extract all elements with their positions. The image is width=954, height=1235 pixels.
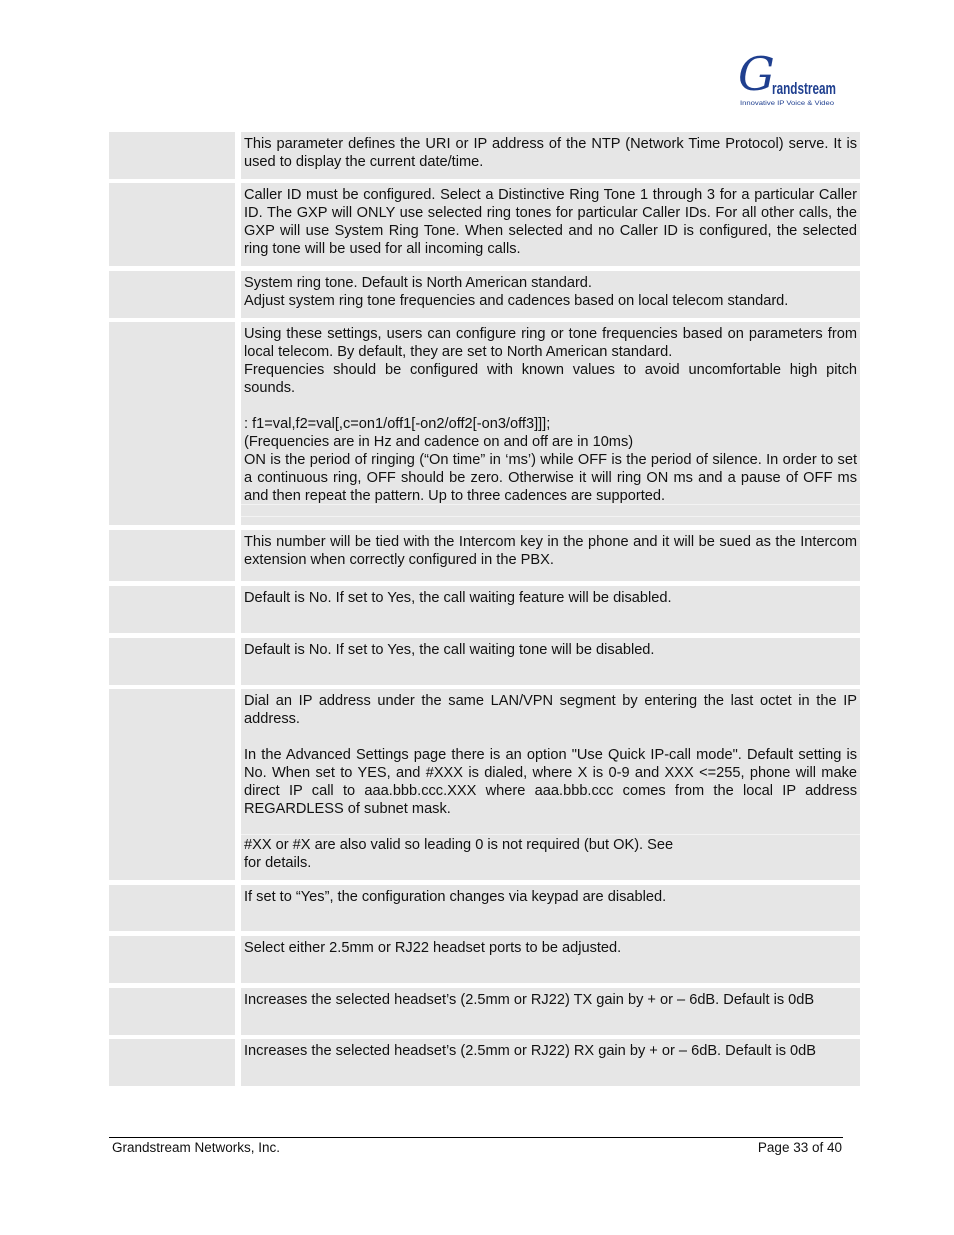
parameter-description-cell	[241, 1039, 860, 1086]
parameter-name-cell	[109, 936, 235, 983]
table-row	[109, 530, 860, 581]
logo-graphic	[736, 47, 840, 110]
parameter-description-cell	[241, 885, 860, 931]
cell-divider	[241, 504, 860, 505]
parameter-description-cell	[241, 936, 860, 983]
description-paragraph: If set to “Yes”, the configuration changes via keypad are disabled.	[244, 889, 667, 905]
description-paragraph: In the Advanced Settings page there is an option "Use Quick IP-call mode". Default setting is No. When set to YES, and #XXX is dialed, where X is 0-9 and XXX <=255, phone will make direct IP call to aaa.bbb.ccc.XXX where aaa.bbb.ccc comes from the local IP address REGARDLESS of subnet mask.	[244, 747, 857, 817]
table-row	[109, 689, 860, 880]
table-row	[109, 183, 860, 266]
parameter-name-cell	[109, 1039, 235, 1086]
footer-divider	[109, 1137, 843, 1138]
table-row	[109, 885, 860, 931]
description-paragraph: #XX or #X are also valid so leading 0 is not required (but OK). See for details.	[244, 837, 674, 871]
parameter-name-cell	[109, 885, 235, 931]
parameter-description-cell	[241, 132, 860, 179]
parameter-description-cell	[241, 638, 860, 685]
parameter-name-cell	[109, 638, 235, 685]
description-paragraph: This parameter defines the URI or IP address of the NTP (Network Time Protocol) serve. It is used to display the current date/time.	[244, 136, 857, 170]
footer-company: Grandstream Networks, Inc.	[112, 1140, 281, 1155]
parameter-description-cell	[241, 530, 860, 581]
description-paragraph: Select either 2.5mm or RJ22 headset ports to be adjusted.	[244, 940, 622, 956]
cell-divider	[241, 516, 860, 517]
parameter-name-cell	[109, 586, 235, 633]
description-paragraph: This number will be tied with the Intercom key in the phone and it will be sued as the Intercom extension when correctly configured in the PBX.	[244, 534, 857, 568]
grandstream-logo	[736, 47, 840, 110]
parameter-name-cell	[109, 530, 235, 581]
parameter-description-cell	[241, 586, 860, 633]
description-paragraph: Default is No. If set to Yes, the call waiting tone will be disabled.	[244, 642, 655, 658]
description-paragraph: Using these settings, users can configure ring or tone frequencies based on parameters from local telecom. By default, they are set to North American standard. Frequencies should be configured with known values to avoid uncomfortable high pitch sounds.	[244, 326, 857, 396]
logo-initial: G	[738, 47, 775, 101]
parameter-description-cell	[241, 183, 860, 266]
logo-wordmark: randstream	[772, 80, 836, 98]
description-paragraph: Default is No. If set to Yes, the call waiting feature will be disabled.	[244, 590, 672, 606]
parameter-name-cell	[109, 322, 235, 525]
parameter-name-cell	[109, 183, 235, 266]
table-row	[109, 132, 860, 179]
description-paragraph: : f1=val,f2=val[,c=on1/off1[-on2/off2[-on3/off3]]]; (Frequencies are in Hz and cadence on and off are in 10ms) ON is the period of ringing (“On time” in ‘ms’) while OFF is the period of silence. In order to set a continuous ring, OFF should be zero. Otherwise it will ring ON ms and a pause of OFF ms and then repeat the pattern. Up to three cadences are supported.	[244, 416, 857, 504]
parameter-description-cell	[241, 689, 860, 880]
logo-tagline: Innovative IP Voice & Video	[740, 100, 835, 107]
footer-page-number: Page 33 of 40	[757, 1140, 842, 1155]
parameter-name-cell	[109, 988, 235, 1035]
parameter-description-cell	[241, 322, 860, 525]
parameter-description-cell	[241, 271, 860, 318]
parameter-name-cell	[109, 132, 235, 179]
parameter-description-cell	[241, 988, 860, 1035]
table-row	[109, 586, 860, 633]
table-row	[109, 936, 860, 983]
parameter-name-cell	[109, 689, 235, 880]
table-row	[109, 1039, 860, 1086]
description-paragraph: Dial an IP address under the same LAN/VPN segment by entering the last octet in the IP address.	[244, 693, 857, 727]
table-row	[109, 638, 860, 685]
description-paragraph: Increases the selected headset’s (2.5mm or RJ22) TX gain by + or – 6dB. Default is 0dB	[244, 992, 815, 1008]
table-row	[109, 322, 860, 525]
table-row	[109, 988, 860, 1035]
table-row	[109, 271, 860, 318]
cell-divider	[241, 834, 860, 835]
description-paragraph: Caller ID must be configured. Select a Distinctive Ring Tone 1 through 3 for a particular Caller ID. The GXP will ONLY use selected ring tones for particular Caller IDs. For all other calls, the GXP will use System Ring Tone. When selected and no Caller ID is configured, the selected ring tone will be used for all incoming calls.	[244, 187, 857, 257]
parameter-name-cell	[109, 271, 235, 318]
description-paragraph: Increases the selected headset’s (2.5mm or RJ22) RX gain by + or – 6dB. Default is 0dB	[244, 1043, 817, 1059]
description-paragraph: System ring tone. Default is North American standard. Adjust system ring tone frequencies and cadences based on local telecom standard.	[244, 275, 789, 309]
